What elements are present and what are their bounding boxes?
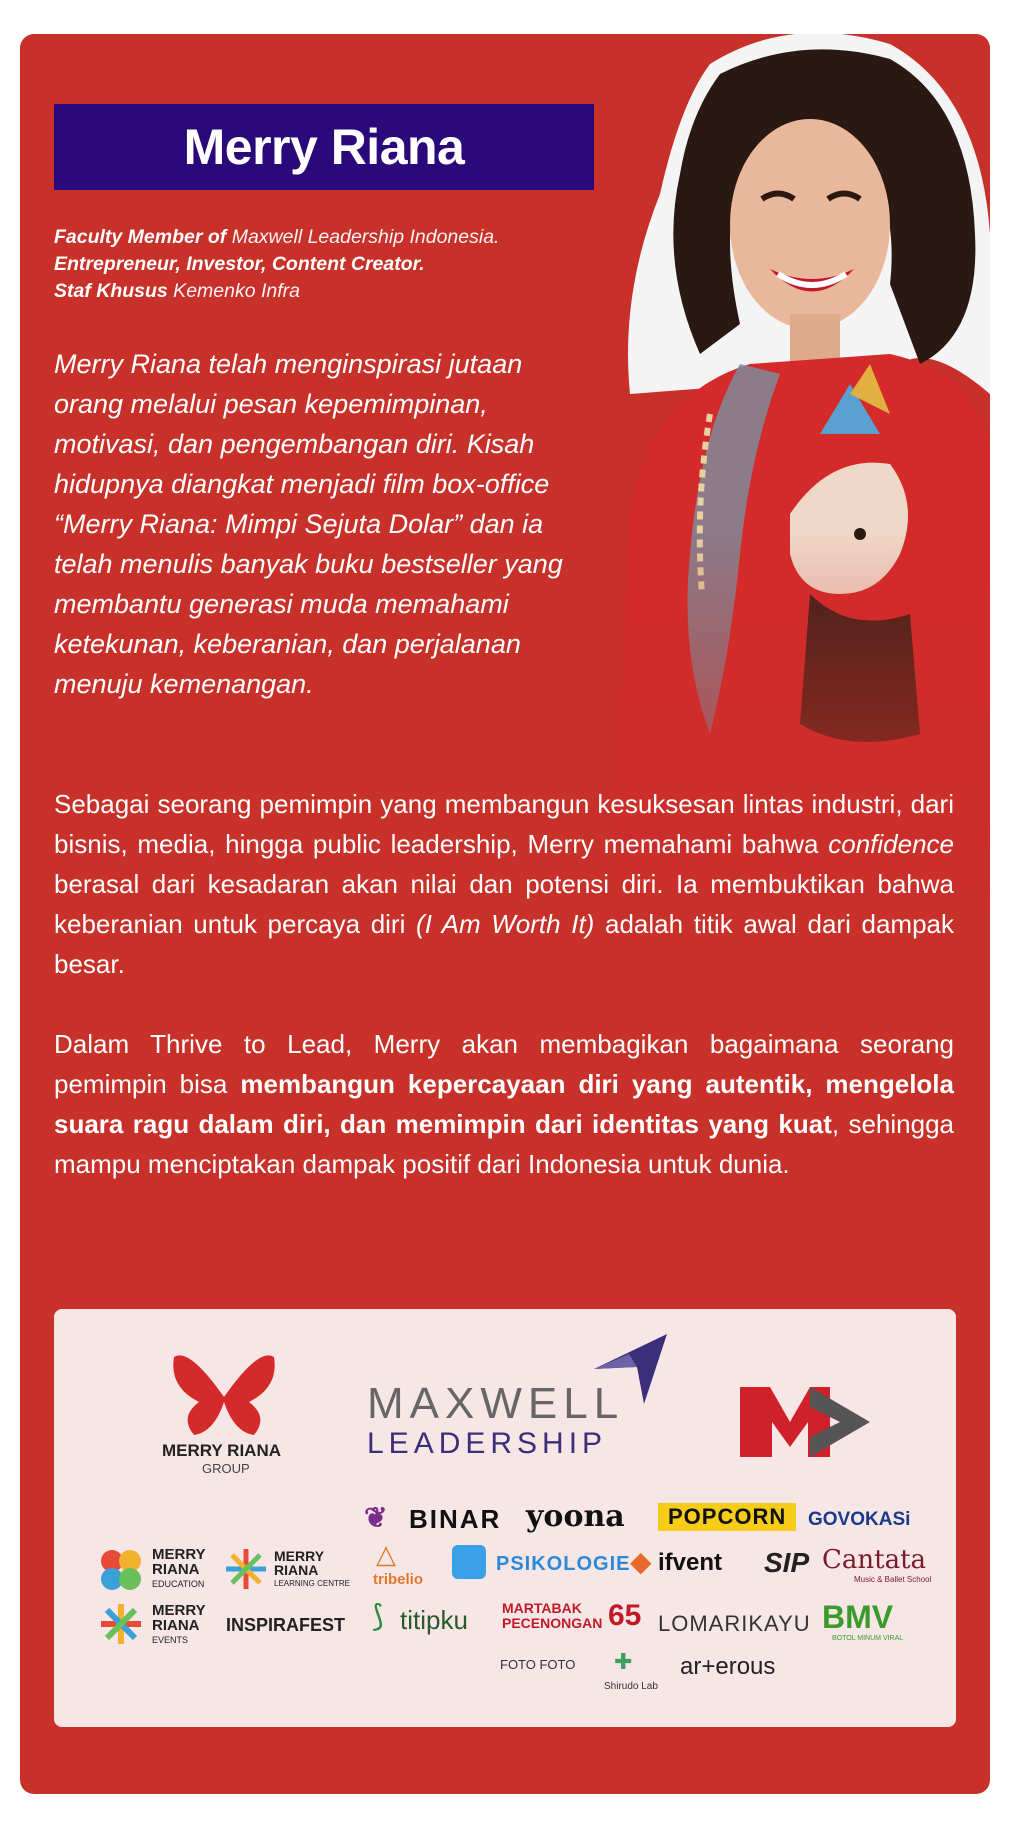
speaker-bio: Merry Riana telah menginspirasi jutaan orang melalui pesan kepemimpinan, motivasi, dan pengembangan diri. Kisah hidupnya diangkat menjadi film box-office “Merry Riana: Mimpi Sejuta Dolar” dan ia telah menulis banyak buku bestseller yang membantu generasi muda memahami ketekunan, keberanian, dan perjalanan menuju kemenangan.: [54, 349, 563, 699]
sun-flower-icon: [224, 1547, 268, 1591]
bmv-logo: BMV: [822, 1599, 894, 1635]
ifvent-logo: ifvent: [658, 1549, 723, 1576]
binar-logo: BINAR: [409, 1504, 502, 1534]
name-banner: [54, 104, 594, 190]
mr-events-logo: MERRY RIANA EVENTS: [152, 1602, 206, 1645]
govokasi-logo: GOVOKASi: [808, 1509, 911, 1530]
role-line-2: Entrepreneur, Investor, Content Creator.: [54, 253, 425, 275]
tribelio-logo: tribelio: [373, 1571, 424, 1588]
martabak-65: 65: [608, 1599, 642, 1632]
psikologie-logo: PSIKOLOGIE: [496, 1553, 631, 1575]
fotofoto-logo: FOTO FOTO: [500, 1657, 576, 1672]
speaker-roles: [54, 224, 499, 305]
paragraph-confidence: Sebagai seorang pemimpin yang membangun kesuksesan lintas industri, dari bisnis, media, hingga public leadership, Merry memahami bahwa confidence berasal dari kesadaran akan nilai dan potensi diri. Ia membuktikan bahwa keberanian untuk percaya diri (I Am Worth It) adalah titik awal dari dampak besar.: [54, 789, 954, 979]
butterfly-icon: [169, 1347, 279, 1437]
shirudo-icon: ✚: [614, 1649, 633, 1674]
bmv-subtitle: BOTOL MINUM VIRAL: [832, 1635, 904, 1642]
lomarikayu-logo: LOMARIKAYU: [658, 1611, 811, 1636]
speaker-name: Merry Riana: [183, 119, 465, 175]
binar-logo-mark: ❦: [364, 1502, 388, 1533]
titipku-icon: ⟆: [372, 1600, 384, 1633]
md-media-logo: [740, 1387, 870, 1457]
role-line-3: Staf Khusus Kemenko Infra: [54, 280, 300, 302]
paragraph-thrive-to-lead: Dalam Thrive to Lead, Merry akan membagikan bagaimana seorang pemimpin bisa membangun kepercayaan diri yang autentik, mengelola suara ragu dalam diri, dan memimpin dari identitas yang kuat, sehingga mampu menciptakan dampak positif dari Indonesia untuk dunia.: [54, 1029, 954, 1179]
shirudo-logo: Shirudo Lab: [604, 1681, 658, 1692]
titipku-logo: titipku: [400, 1605, 468, 1635]
flower-icon: [98, 1547, 144, 1593]
mr-learning-logo: MERRY RIANA LEARNING CENTRE: [274, 1548, 351, 1588]
yoona-logo: yoona: [526, 1499, 625, 1534]
sip-logo: SIP: [764, 1547, 810, 1578]
tribelio-icon: △: [376, 1539, 396, 1569]
inspirafest-logo: INSPIRAFEST: [226, 1615, 346, 1635]
psikologie-icon: [452, 1545, 486, 1579]
cantata-subtitle: Music & Ballet School: [854, 1575, 932, 1584]
mr-education-logo: MERRY RIANA EDUCATION: [152, 1546, 206, 1589]
partner-logos-panel: MERRY RIANA GROUP MAXWELL LEADERSHIP MERRY RIANA EDUCATION MERRY RIANA LEARNING CENTRE MERRY RIANA EVENTS INSPIRAFEST ❦ BINAR yoona POPCORN GOVOKASi △ tribelio PSIKOLOGIE ◆ ifvent SIP Cantata Music & Ballet School ⟆ titipku MARTABAK PECENONGAN 65 LOMARIKAYU BMV BOTOL MINUM VIRAL FOTO FOTO ✚ Shirudo Lab ar+erous: [54, 1309, 956, 1727]
cantata-logo: Cantata: [822, 1545, 927, 1575]
arterous-logo: ar+erous: [680, 1653, 776, 1680]
events-flower-icon: [98, 1601, 144, 1647]
popcorn-logo: POPCORN: [658, 1503, 796, 1531]
ifvent-icon: ◆: [630, 1546, 652, 1577]
role-line-1: Faculty Member of Maxwell Leadership Indonesia.: [54, 226, 500, 248]
martabak-logo: MARTABAK PECENONGAN: [502, 1600, 603, 1631]
speaker-card: [20, 34, 990, 1794]
